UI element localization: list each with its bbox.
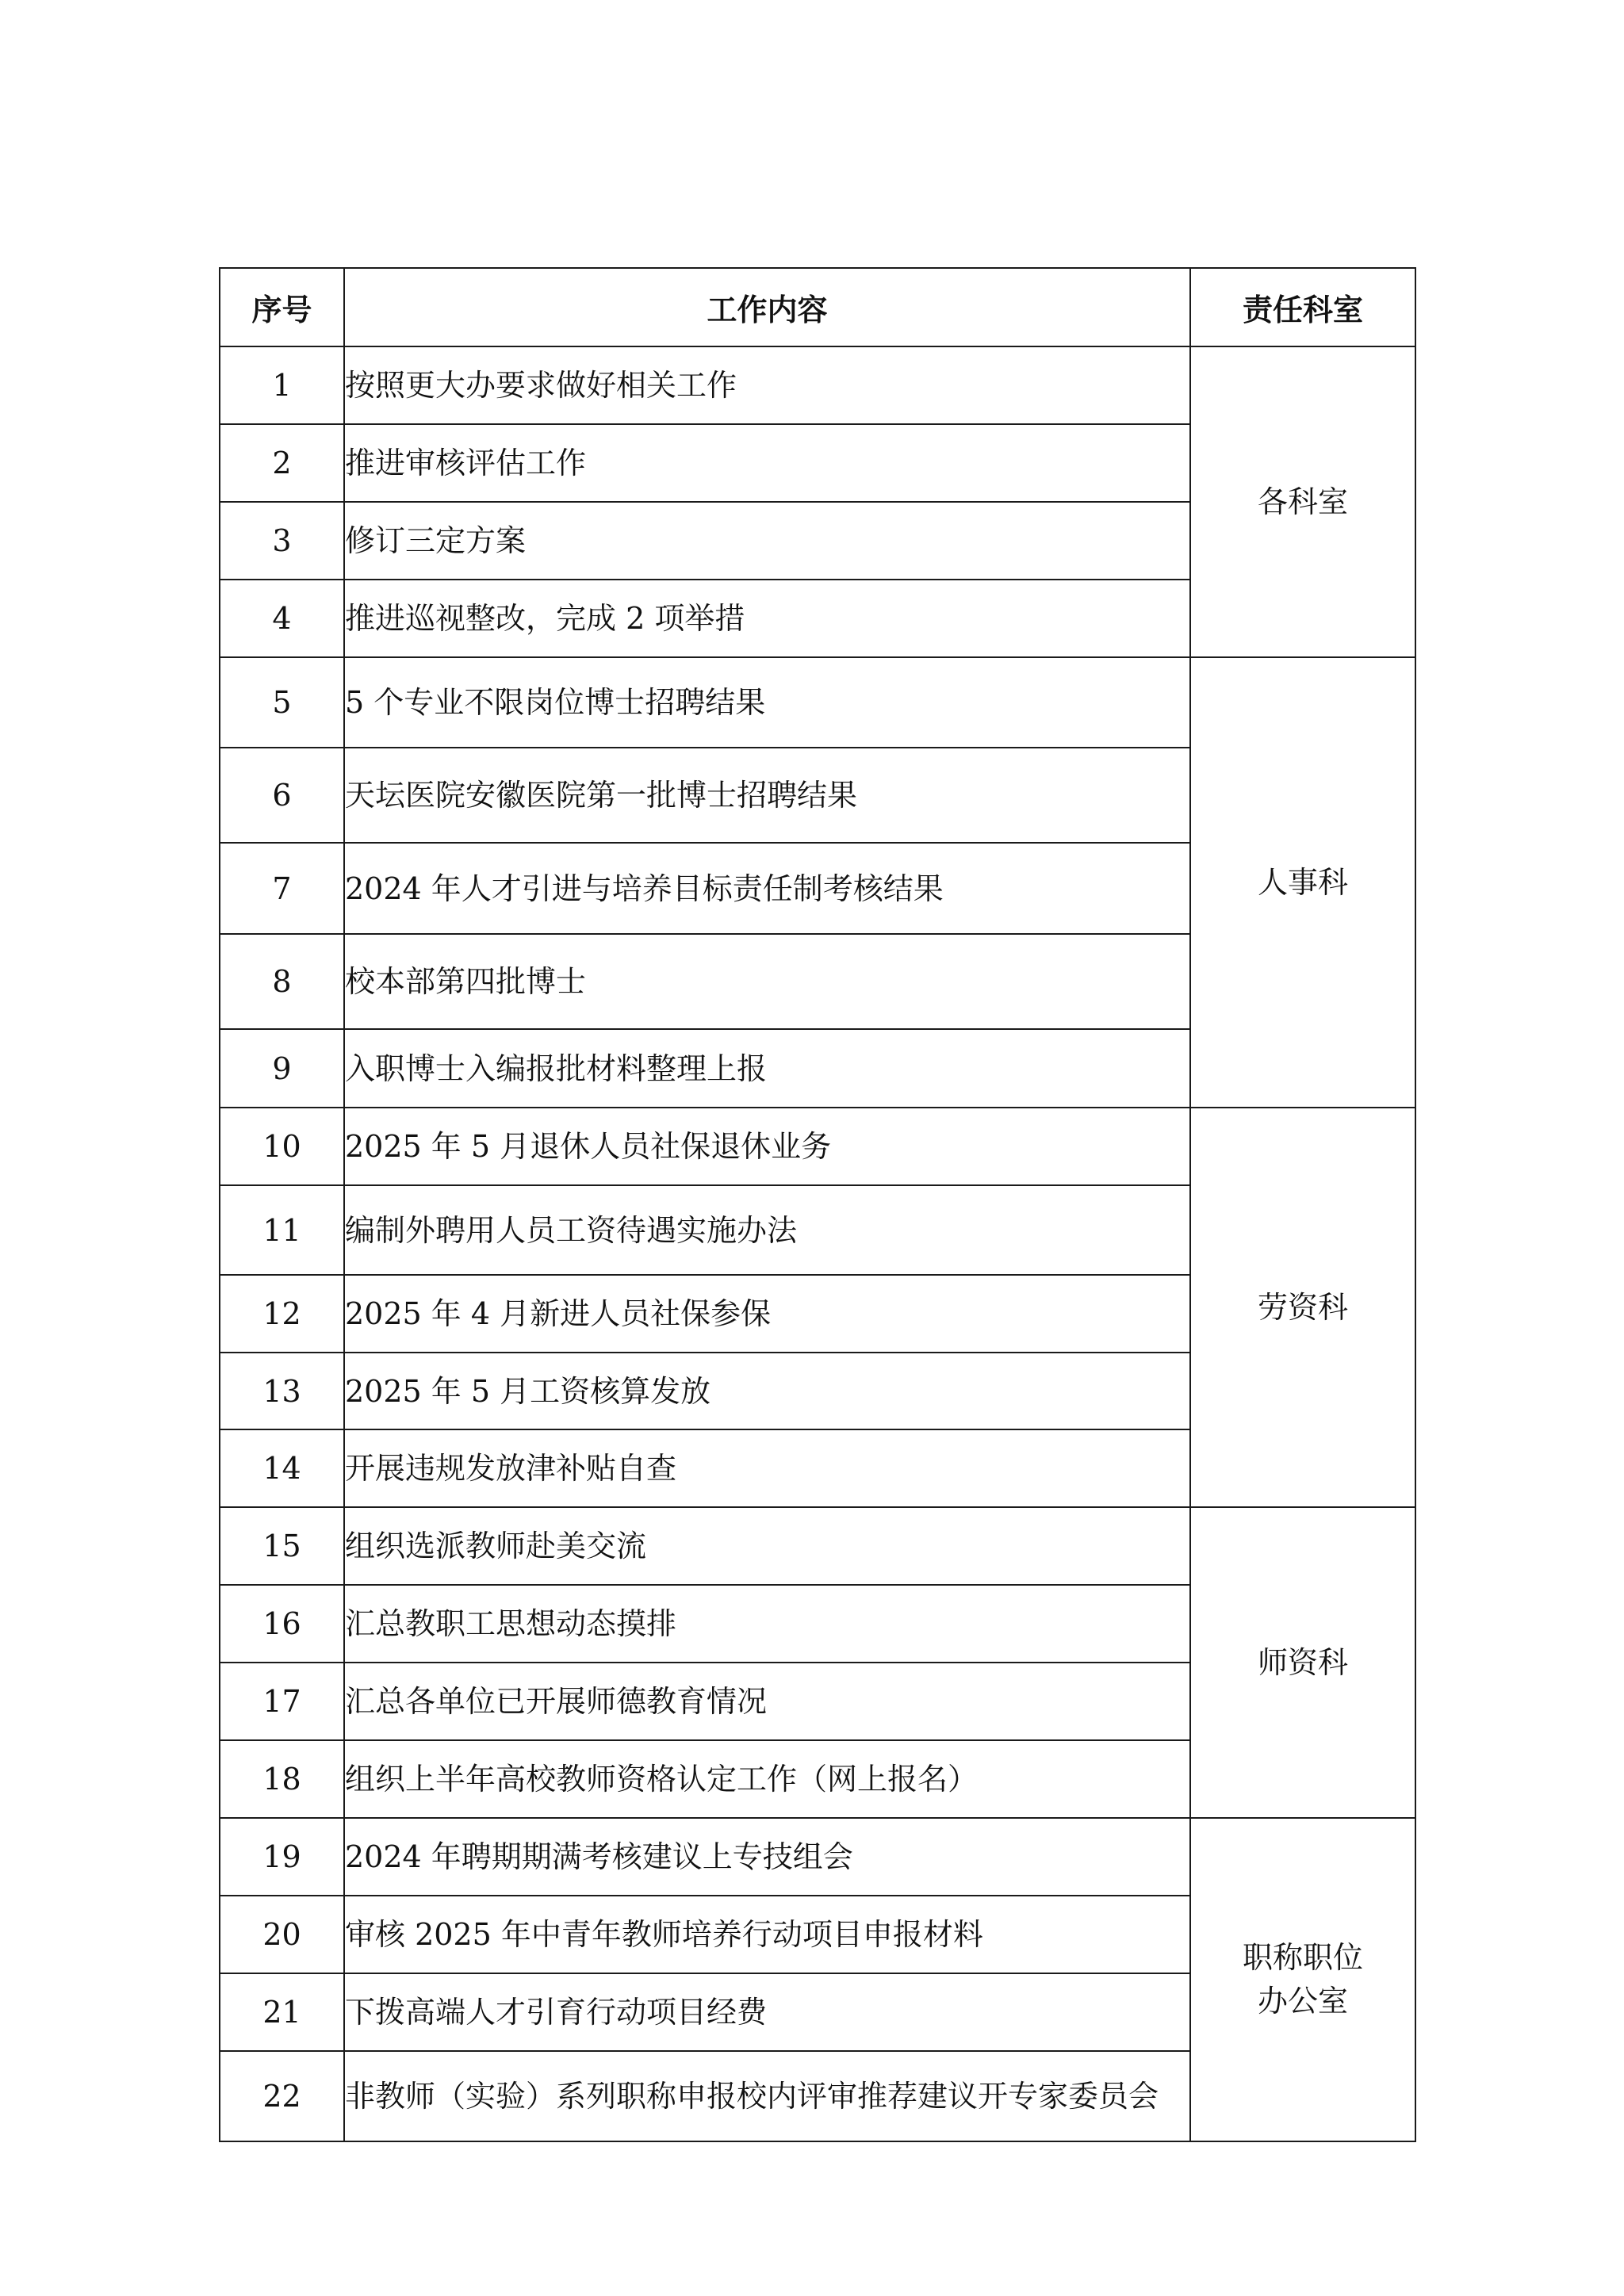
row-num: 20	[220, 1896, 344, 1973]
row-content: 审核 2025 年中青年教师培养行动项目申报材料	[344, 1896, 1190, 1973]
row-content: 2025 年 4 月新进人员社保参保	[344, 1275, 1190, 1353]
dept-cell	[1190, 1818, 1415, 2141]
row-content: 组织上半年高校教师资格认定工作（网上报名）	[344, 1740, 1190, 1818]
row-num: 1	[220, 346, 344, 424]
row-content: 非教师（实验）系列职称申报校内评审推荐建议开专家委员会	[344, 2051, 1190, 2141]
row-num: 17	[220, 1663, 344, 1740]
table-row	[220, 346, 1415, 424]
row-content: 推进审核评估工作	[344, 424, 1190, 502]
header-dept: 责任科室	[1190, 268, 1415, 346]
row-num: 3	[220, 502, 344, 580]
row-content: 2024 年聘期期满考核建议上专技组会	[344, 1818, 1190, 1896]
dept-label: 劳资科	[1257, 1289, 1348, 1325]
row-content: 按照更大办要求做好相关工作	[344, 346, 1190, 424]
row-num: 2	[220, 424, 344, 502]
row-content: 组织选派教师赴美交流	[344, 1507, 1190, 1585]
header-content: 工作内容	[344, 268, 1190, 346]
row-content: 汇总各单位已开展师德教育情况	[344, 1663, 1190, 1740]
dept-label-line1: 职称职位	[1242, 1940, 1363, 1975]
table-header-row	[220, 268, 1415, 346]
row-num: 15	[220, 1507, 344, 1585]
row-content: 天坛医院安徽医院第一批博士招聘结果	[344, 748, 1190, 843]
row-content: 入职博士入编报批材料整理上报	[344, 1029, 1190, 1108]
dept-label-line2: 办公室	[1257, 1984, 1348, 2019]
work-table	[219, 267, 1416, 2142]
row-num: 6	[220, 748, 344, 843]
dept-label: 各科室	[1257, 484, 1348, 519]
row-content: 编制外聘用人员工资待遇实施办法	[344, 1185, 1190, 1275]
row-num: 18	[220, 1740, 344, 1818]
row-content: 修订三定方案	[344, 502, 1190, 580]
table-row	[220, 657, 1415, 748]
row-content: 校本部第四批博士	[344, 934, 1190, 1029]
dept-cell	[1190, 1108, 1415, 1507]
row-num: 22	[220, 2051, 344, 2141]
row-num: 14	[220, 1429, 344, 1507]
dept-cell	[1190, 346, 1415, 657]
row-content: 2024 年人才引进与培养目标责任制考核结果	[344, 843, 1190, 934]
row-content: 推进巡视整改，完成 2 项举措	[344, 580, 1190, 657]
table-row	[220, 1818, 1415, 1896]
dept-label: 人事科	[1257, 864, 1348, 900]
row-content: 5 个专业不限岗位博士招聘结果	[344, 657, 1190, 748]
dept-cell	[1190, 657, 1415, 1108]
row-num: 7	[220, 843, 344, 934]
table-row	[220, 1507, 1415, 1585]
row-num: 12	[220, 1275, 344, 1353]
row-num: 8	[220, 934, 344, 1029]
row-num: 11	[220, 1185, 344, 1275]
row-num: 10	[220, 1108, 344, 1185]
row-num: 19	[220, 1818, 344, 1896]
row-content: 2025 年 5 月退休人员社保退休业务	[344, 1108, 1190, 1185]
row-num: 13	[220, 1353, 344, 1429]
header-num: 序号	[220, 268, 344, 346]
dept-label: 师资科	[1257, 1644, 1348, 1680]
row-num: 5	[220, 657, 344, 748]
row-num: 9	[220, 1029, 344, 1108]
row-content: 汇总教职工思想动态摸排	[344, 1585, 1190, 1663]
row-num: 4	[220, 580, 344, 657]
row-content: 2025 年 5 月工资核算发放	[344, 1353, 1190, 1429]
row-content: 开展违规发放津补贴自查	[344, 1429, 1190, 1507]
table-row	[220, 1108, 1415, 1185]
row-num: 21	[220, 1973, 344, 2051]
row-content: 下拨高端人才引育行动项目经费	[344, 1973, 1190, 2051]
dept-cell	[1190, 1507, 1415, 1818]
row-num: 16	[220, 1585, 344, 1663]
